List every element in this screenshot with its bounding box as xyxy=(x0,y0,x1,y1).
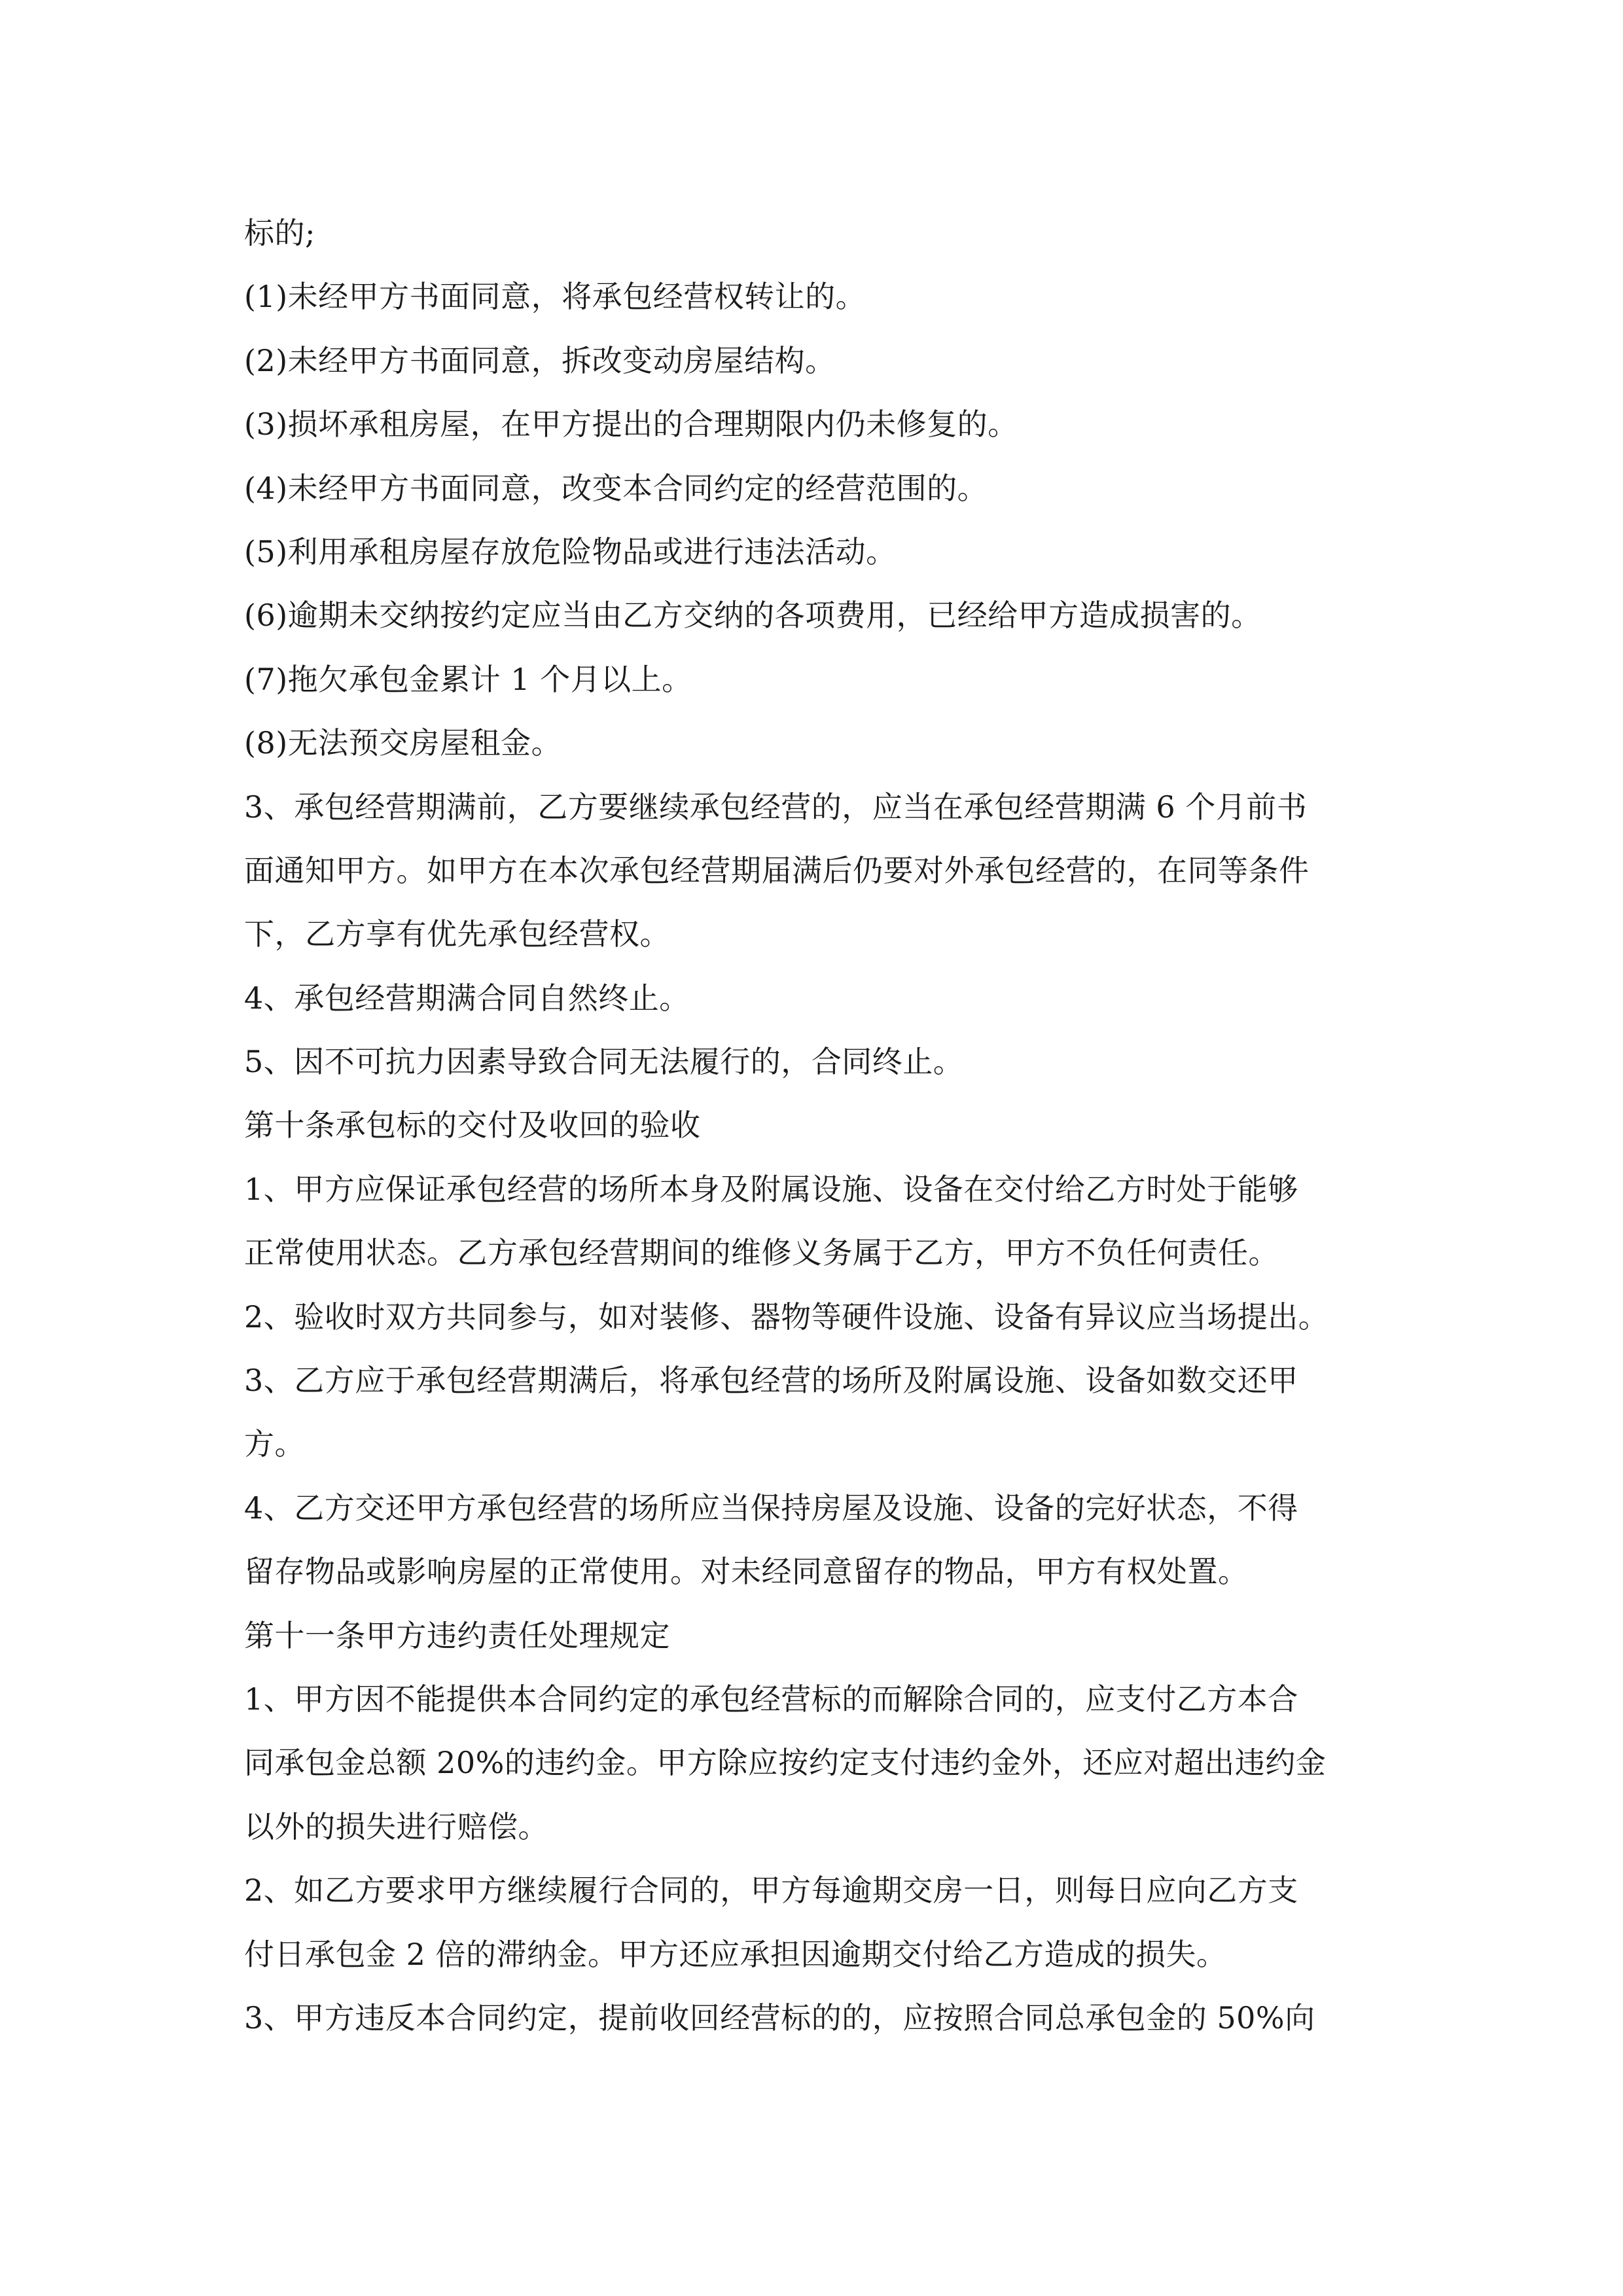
text-line: (7)拖欠承包金累计 1 个月以上。 xyxy=(244,661,692,697)
text-line: 2、如乙方要求甲方继续履行合同的，甲方每逾期交房一日，则每日应向乙方支 xyxy=(244,1873,1298,1909)
text-line: 面通知甲方。如甲方在本次承包经营期届满后仍要对外承包经营的，在同等条件 xyxy=(244,852,1310,888)
text-line: 3、乙方应于承包经营期满后，将承包经营的场所及附属设施、设备如数交还甲 xyxy=(244,1363,1298,1399)
section-heading: 第十一条甲方违约责任处理规定 xyxy=(244,1617,670,1653)
text-line: 2、验收时双方共同参与，如对装修、器物等硬件设施、设备有异议应当场提出。 xyxy=(244,1299,1329,1335)
text-line: 同承包金总额 20%的违约金。甲方除应按约定支付违约金外，还应对超出违约金 xyxy=(244,1745,1327,1781)
section-heading: 第十条承包标的交付及收回的验收 xyxy=(244,1107,701,1143)
text-line: (3)损坏承租房屋，在甲方提出的合理期限内仍未修复的。 xyxy=(244,406,1018,442)
text-line: 3、承包经营期满前，乙方要继续承包经营的，应当在承包经营期满 6 个月前书 xyxy=(244,789,1308,825)
document-body xyxy=(244,202,1416,2050)
text-line: 5、因不可抗力因素导致合同无法履行的，合同终止。 xyxy=(244,1044,964,1080)
text-line: (1)未经甲方书面同意，将承包经营权转让的。 xyxy=(244,279,866,315)
text-line: 下，乙方享有优先承包经营权。 xyxy=(244,916,670,952)
text-line: (6)逾期未交纳按约定应当由乙方交纳的各项费用，已经给甲方造成损害的。 xyxy=(244,598,1262,634)
text-line: 4、乙方交还甲方承包经营的场所应当保持房屋及设施、设备的完好状态，不得 xyxy=(244,1490,1298,1526)
text-line: 1、甲方应保证承包经营的场所本身及附属设施、设备在交付给乙方时处于能够 xyxy=(244,1171,1298,1207)
text-line: 4、承包经营期满合同自然终止。 xyxy=(244,980,690,1016)
text-line: 1、甲方因不能提供本合同约定的承包经营标的而解除合同的，应支付乙方本合 xyxy=(244,1681,1298,1717)
text-line: (2)未经甲方书面同意，拆改变动房屋结构。 xyxy=(244,342,836,378)
text-line: (8)无法预交房屋租金。 xyxy=(244,725,562,761)
text-line: (4)未经甲方书面同意，改变本合同约定的经营范围的。 xyxy=(244,470,988,506)
text-line: 以外的损失进行赔偿。 xyxy=(244,1808,548,1844)
text-line: 3、甲方违反本合同约定，提前收回经营标的的，应按照合同总承包金的 50%向 xyxy=(244,2000,1315,2036)
text-line: 留存物品或影响房屋的正常使用。对未经同意留存的物品，甲方有权处置。 xyxy=(244,1554,1249,1590)
text-line: 标的; xyxy=(244,215,315,251)
text-line: 正常使用状态。乙方承包经营期间的维修义务属于乙方，甲方不负任何责任。 xyxy=(244,1235,1279,1271)
text-line: (5)利用承租房屋存放危险物品或进行违法活动。 xyxy=(244,533,897,569)
text-line: 付日承包金 2 倍的滞纳金。甲方还应承担因逾期交付给乙方造成的损失。 xyxy=(244,1936,1227,1972)
text-line: 方。 xyxy=(244,1426,305,1462)
